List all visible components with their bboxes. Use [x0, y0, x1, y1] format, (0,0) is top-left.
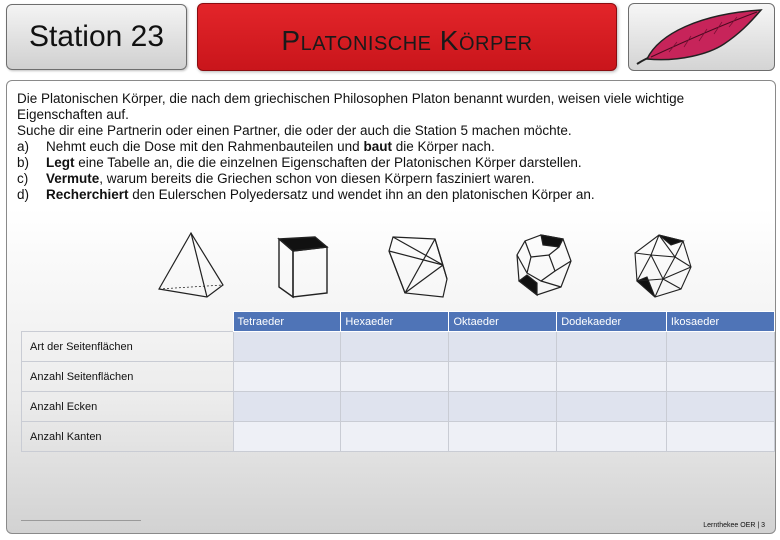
column-dodekaeder: Dodekaeder [557, 312, 667, 332]
feather-icon [629, 4, 775, 71]
page-title: Platonische Körper [281, 25, 533, 56]
table-cell[interactable] [666, 422, 774, 452]
table-cell[interactable] [557, 362, 667, 392]
table-cell[interactable] [557, 332, 667, 362]
title-banner [197, 3, 617, 71]
row-label: Art der Seitenflächen [22, 332, 234, 362]
table-cell[interactable] [341, 422, 449, 452]
feather-icon-box [628, 3, 775, 71]
table-header-row [22, 312, 775, 332]
station-number: Station 23 [28, 20, 165, 53]
properties-table [21, 311, 775, 452]
table-cell[interactable] [233, 362, 341, 392]
footer-credit: Lernthekee OER | 3 [703, 522, 765, 529]
row-label: Anzahl Ecken [22, 392, 234, 422]
column-oktaeder: Oktaeder [449, 312, 557, 332]
table-corner [22, 312, 234, 332]
table-row [22, 392, 775, 422]
content-panel [6, 80, 776, 534]
table-row [22, 362, 775, 392]
table-cell[interactable] [449, 362, 557, 392]
table-cell[interactable] [557, 422, 667, 452]
table-cell[interactable] [557, 392, 667, 422]
table-cell[interactable] [233, 422, 341, 452]
table-cell[interactable] [233, 392, 341, 422]
platonic-solids [147, 231, 707, 301]
row-label: Anzahl Seitenflächen [22, 362, 234, 392]
table-cell[interactable] [341, 392, 449, 422]
task-c: c) Vermute, warum bereits die Griechen schon von diesen Körpern fasziniert waren. [17, 171, 535, 186]
icosahedron-icon [635, 235, 691, 297]
table-cell[interactable] [233, 332, 341, 362]
intro-text: Die Platonischen Körper, die nach dem griechischen Philosophen Platon benannt wurden, weisen viele wichtige Eigenschaften auf. [17, 91, 685, 122]
table-cell[interactable] [666, 332, 774, 362]
table-cell[interactable] [449, 422, 557, 452]
table-cell[interactable] [341, 332, 449, 362]
table-cell[interactable] [449, 332, 557, 362]
table-cell[interactable] [666, 362, 774, 392]
task-b: b) Legt eine Tabelle an, die die einzelnen Eigenschaften der Platonischen Körper darstellen. [17, 155, 582, 170]
partner-text: Suche dir eine Partnerin oder einen Partner, die oder der auch die Station 5 machen möchte. [17, 123, 572, 138]
cube-icon [279, 237, 327, 297]
instructions [17, 91, 737, 203]
octahedron-icon [389, 237, 447, 297]
table-cell[interactable] [449, 392, 557, 422]
column-tetraeder: Tetraeder [233, 312, 341, 332]
table-cell[interactable] [666, 392, 774, 422]
column-ikosaeder: Ikosaeder [666, 312, 774, 332]
column-hexaeder: Hexaeder [341, 312, 449, 332]
tetrahedron-icon [159, 233, 223, 297]
row-label: Anzahl Kanten [22, 422, 234, 452]
dodecahedron-icon [517, 235, 571, 295]
divider [21, 520, 141, 521]
task-d: d) Recherchiert den Eulerschen Polyedersatz und wendet ihn an den platonischen Körper an. [17, 187, 595, 202]
table-cell[interactable] [341, 362, 449, 392]
task-a: a) Nehmt euch die Dose mit den Rahmenbauteilen und baut die Körper nach. [17, 139, 495, 154]
table-row [22, 332, 775, 362]
table-row [22, 422, 775, 452]
station-label [6, 4, 187, 70]
